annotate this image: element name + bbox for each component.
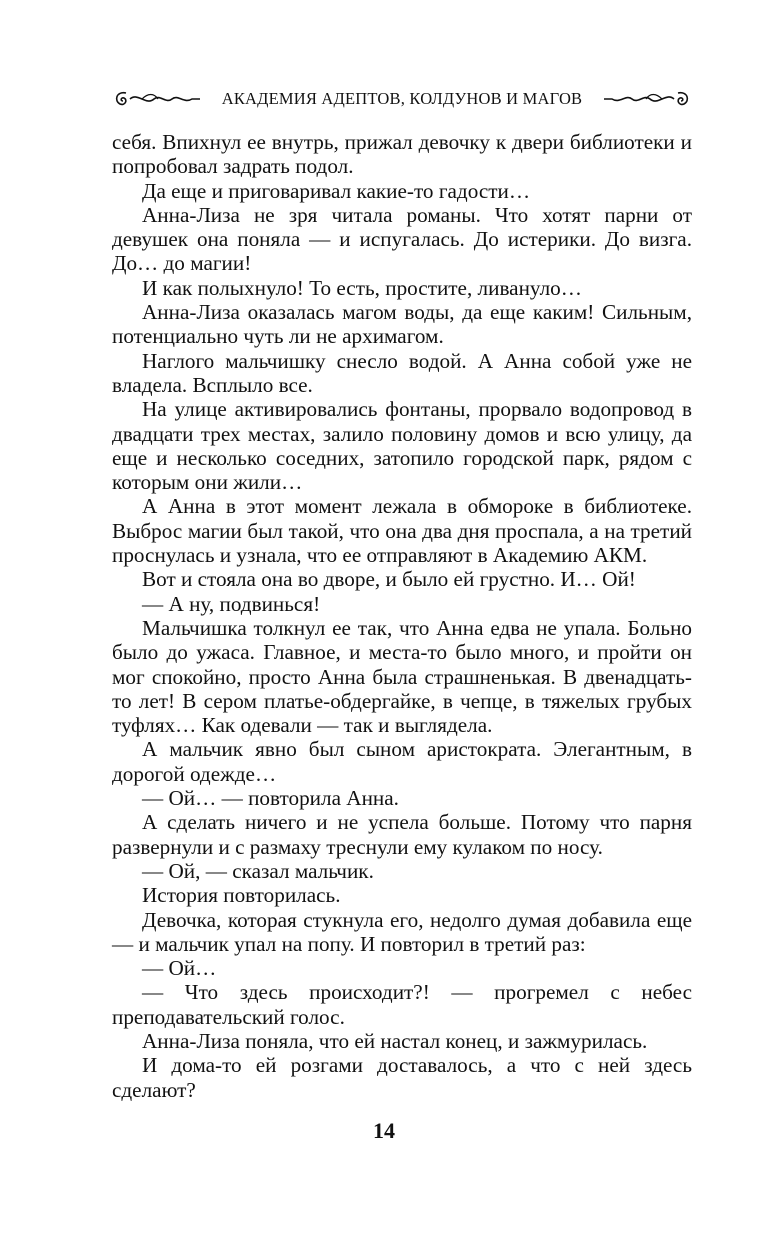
paragraph: — Ой… (142, 956, 217, 981)
paragraph: Да еще и приговаривал какие-то гадости… (142, 178, 531, 203)
running-header (112, 84, 692, 114)
paragraph: — Ой… — повторила Анна. (142, 786, 399, 811)
scroll-flourish-icon (602, 87, 692, 111)
paragraph: Анна-Лиза поняла, что ей настал конец, и зажмурилась. (142, 1028, 648, 1053)
paragraph: Анна-Лиза не зря читала романы. Что хотят парни от девушек она поняла — и испугалась. До истерики. До визга. До… до магии! (112, 202, 692, 276)
paragraph: Наглого мальчишку снесло водой. А Анна собой уже не владела. Всплыло все. (112, 348, 692, 397)
paragraph: На улице активировались фонтаны, прорвало водопровод в двадцати трех местах, залило половину домов и всю улицу, да еще и несколько соседних, затопило городской парк, рядом с которым они жили… (112, 397, 692, 495)
paragraph: И как полыхнуло! То есть, простите, ливануло… (142, 275, 582, 300)
scroll-flourish-icon (112, 87, 202, 111)
paragraph: Девочка, которая стукнула его, недолго думая добавила еще — и мальчик упал на попу. И повторил в третий раз: (112, 907, 692, 956)
paragraph: История повторилась. (142, 883, 341, 908)
paragraph: А сделать ничего и не успела больше. Потому что парня развернули и с размаху треснули ему кулаком по носу. (112, 810, 692, 859)
paragraph: Анна-Лиза оказалась магом воды, да еще каким! Сильным, потенциально чуть ли не архимагом. (112, 300, 692, 349)
paragraph: — Ой, — сказал мальчик. (142, 858, 374, 883)
paragraph: — А ну, подвинься! (142, 591, 321, 616)
paragraph: А мальчик явно был сыном аристократа. Элегантным, в дорогой одежде… (112, 737, 692, 786)
body-text (112, 130, 692, 1102)
paragraph: — Что здесь происходит?! — прогремел с небес преподавательский голос. (112, 980, 692, 1029)
paragraph: Мальчишка толкнул ее так, что Анна едва не упала. Больно было до ужаса. Главное, и места-то было много, и пройти он мог спокойно, просто Анна была страшненькая. В двенадцать-то лет! В сером платье-обдергайке, в чепце, в тяжелых грубых туфлях… Как одевали — так и выглядела. (112, 615, 692, 738)
running-title: АКАДЕМИЯ АДЕПТОВ, КОЛДУНОВ И МАГОВ (221, 89, 583, 108)
paragraph-continuation: себя. Впихнул ее внутрь, прижал девочку к двери библиотеки и попробовал задрать подол. (112, 130, 692, 179)
paragraph: Вот и стояла она во дворе, и было ей грустно. И… Ой! (142, 567, 636, 592)
page-number: 14 (373, 1118, 395, 1143)
paragraph: А Анна в этот момент лежала в обмороке в библиотеке. Выброс магии был такой, что она два дня проспала, а на третий проснулась и узнала, что ее отправляют в Академию АКМ. (112, 494, 692, 568)
paragraph: И дома-то ей розгами доставалось, а что с ней здесь сделают? (112, 1053, 692, 1102)
